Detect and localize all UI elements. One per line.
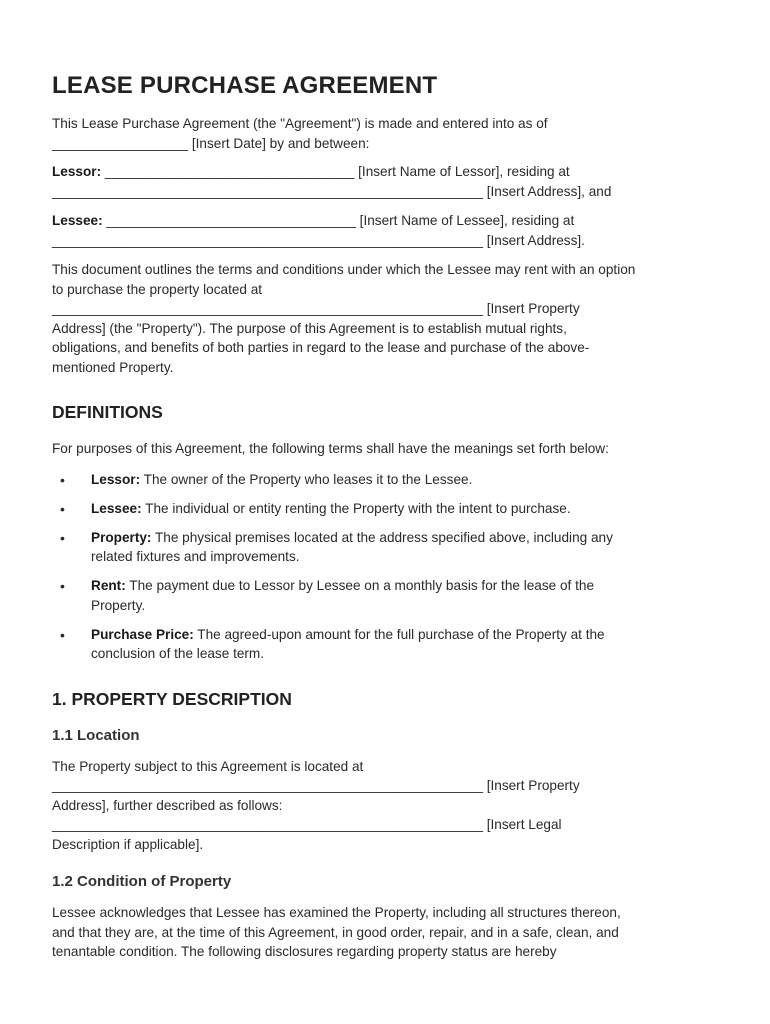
definition-text: The agreed-upon amount for the full purchase of the Property at the — [193, 626, 605, 642]
definition-term: Purchase Price: — [91, 626, 194, 642]
location-line-5: Description if applicable]. — [52, 836, 204, 852]
outline-line-2: to purchase the property located at — [52, 281, 263, 297]
list-item — [52, 528, 718, 567]
intro-line-2: __________________ [Insert Date] by and between: — [52, 135, 370, 151]
condition-line-1: Lessee acknowledges that Lessee has examined the Property, including all structures thereon, — [52, 905, 621, 920]
bullet-icon: • — [60, 471, 65, 488]
definition-term: Rent: — [91, 578, 126, 593]
definitions-intro: For purposes of this Agreement, the following terms shall have the meanings set forth below: — [52, 441, 609, 456]
lessee-paragraph — [52, 211, 718, 250]
outline-line-3: _________________________________________________________ [Insert Property — [52, 301, 580, 316]
definition-text: The individual or entity renting the Property with the intent to purchase. — [141, 500, 571, 516]
intro-paragraph — [52, 114, 718, 153]
list-item — [52, 499, 718, 519]
definitions-list — [52, 470, 718, 664]
location-line-4: _________________________________________________________ [Insert Legal — [52, 817, 562, 832]
outline-line-6: mentioned Property. — [52, 359, 174, 375]
intro-line-1: This Lease Purchase Agreement (the "Agreement") is made and entered into as of — [52, 116, 548, 131]
lessor-paragraph — [52, 162, 718, 201]
section-1-heading: 1. PROPERTY DESCRIPTION — [52, 688, 292, 709]
list-item — [52, 576, 718, 615]
definitions-heading: DEFINITIONS — [52, 402, 163, 422]
outline-line-1: This document outlines the terms and conditions under which the Lessee may rent with an option — [52, 262, 636, 277]
outline-line-4: Address] (the "Property"). The purpose of this Agreement is to establish mutual rights, — [52, 320, 567, 336]
lessor-line-1: _________________________________ [Insert Name of Lessor], residing at — [101, 164, 570, 179]
definition-term: Lessee: — [91, 500, 142, 516]
bullet-icon: • — [60, 578, 65, 594]
definition-text-continued: conclusion of the lease term. — [91, 646, 265, 661]
list-item — [52, 470, 718, 490]
definition-text: The physical premises located at the address specified above, including any — [151, 529, 613, 545]
condition-paragraph — [52, 903, 718, 962]
lessee-line-2: _________________________________________________________ [Insert Address]. — [52, 232, 585, 248]
bullet-icon: • — [60, 500, 65, 517]
definition-text-continued: related fixtures and improvements. — [91, 549, 300, 564]
outline-paragraph — [52, 260, 718, 377]
condition-line-2: and that they are, at the time of this Agreement, in good order, repair, and in a safe, clean, and — [52, 924, 619, 940]
location-paragraph — [52, 757, 718, 855]
location-line-3: Address], further described as follows: — [52, 797, 283, 813]
definition-text-continued: Property. — [91, 597, 146, 613]
definition-term: Lessor: — [91, 471, 141, 487]
lessee-line-1: _________________________________ [Insert Name of Lessee], residing at — [102, 213, 575, 228]
outline-line-5: obligations, and benefits of both parties in regard to the lease and purchase of the above- — [52, 340, 590, 355]
location-line-1: The Property subject to this Agreement is located at — [52, 758, 364, 774]
section-1-1-heading: 1.1 Location — [52, 726, 140, 744]
lessee-label: Lessee: — [52, 213, 103, 228]
document-title: LEASE PURCHASE AGREEMENT — [52, 72, 438, 99]
definition-text: The payment due to Lessor by Lessee on a monthly basis for the lease of the — [125, 578, 595, 593]
bullet-icon: • — [60, 529, 65, 546]
section-1-2-heading: 1.2 Condition of Property — [52, 873, 232, 890]
definition-text: The owner of the Property who leases it to the Lessee. — [140, 471, 473, 487]
lessor-label: Lessor: — [52, 164, 102, 179]
lessor-line-2: _________________________________________________________ [Insert Address], and — [52, 183, 612, 199]
condition-line-3: tenantable condition. The following disclosures regarding property status are hereby — [52, 944, 557, 959]
list-item — [52, 625, 718, 664]
bullet-icon: • — [60, 626, 65, 643]
location-line-2: _________________________________________________________ [Insert Property — [52, 778, 580, 793]
definition-term: Property: — [91, 529, 152, 545]
